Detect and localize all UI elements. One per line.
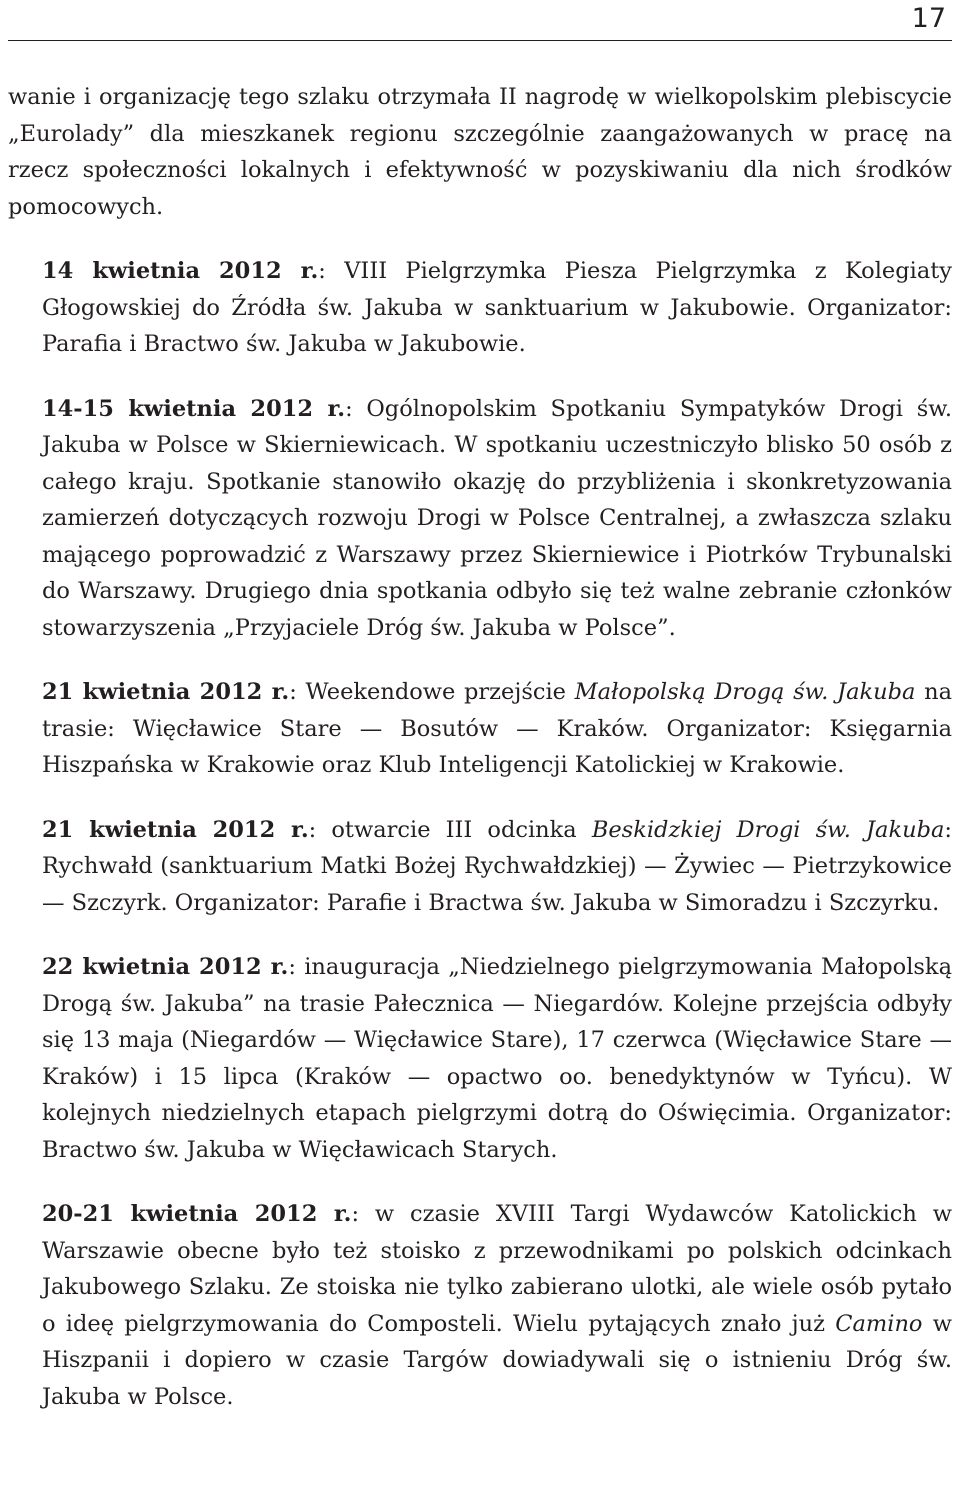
- paragraph-text: wanie i organizację tego szlaku otrzymała II nagrodę w wielkopolskim plebiscycie „Eurolady” dla mieszkanek regionu szczególnie zaangażowanych w pracę na rzecz społeczności lokalnych i efektywność w pozyskiwaniu dla nich środków pomocowych.: [8, 84, 952, 220]
- entry-21-april-weekend: [8, 674, 952, 784]
- entry-italic-title: Beskidzkiej Drogi św. Jakuba: [591, 816, 945, 843]
- entry-date: 21 kwietnia 2012 r.: [42, 679, 290, 705]
- entry-14-15-april: [8, 391, 952, 647]
- entry-italic-title: Camino: [835, 1310, 923, 1337]
- entry-22-april: [8, 949, 952, 1168]
- paragraph-continuation: [8, 79, 952, 225]
- entry-text: : VIII Pielgrzymka Piesza Pielgrzymka z Kolegiaty Głogowskiej do Źródła św. Jakuba w sanktuarium w Jakubowie. Organizator: Parafia i Bractwo św. Jakuba w Jakubowie.: [42, 258, 952, 357]
- entry-text: : inauguracja „Niedzielnego pielgrzymowania Małopolską Drogą św. Jakuba” na trasie Pałecznica — Niegardów. Kolejne przejścia odbyły się 13 maja (Niegardów — Więcławice Stare), 17 czerwca (Więcławice Stare — Kraków) i 15 lipca (Kraków — opactwo oo. benedyktynów w Tyńcu). W kolejnych niedzielnych etapach pielgrzymi dotrą do Oświęcimia. Organizator: Bractwo św. Jakuba w Więcławicach Starych.: [42, 954, 952, 1163]
- page-header: [8, 0, 952, 41]
- entry-text: : otwarcie III odcinka: [308, 816, 592, 843]
- entry-date: 21 kwietnia 2012 r.: [42, 816, 309, 843]
- entry-date: 14-15 kwietnia 2012 r.: [42, 395, 346, 422]
- entry-text-continued: na trasie: Więcławice Stare — Bosutów — Kraków. Organizator: Księgarnia Hiszpańska w Krakowie oraz Klub Inteligencji Katolickiej w Krakowie.: [42, 679, 952, 778]
- entry-text: : Weekendowe przejście: [289, 679, 575, 705]
- page-body: [8, 79, 952, 1443]
- entry-14-april: [8, 253, 952, 363]
- entry-date: 22 kwietnia 2012 r.: [42, 954, 289, 980]
- entry-date: 20-21 kwietnia 2012 r.: [42, 1201, 352, 1227]
- entry-text-continued: : Rychwałd (sanktuarium Matki Bożej Rychwałdzkiej) — Żywiec — Pietrzykowice — Szczyrk. Organizator: Parafie i Bractwa św. Jakuba w Simoradzu i Szczyrku.: [42, 816, 952, 916]
- entry-text: : w czasie XVIII Targi Wydawców Katolickich w Warszawie obecne było też stoisko z przewodnikami po polskich odcinkach Jakubowego Szlaku. Ze stoiska nie tylko zabierano ulotki, ale wiele osób pytało o ideę pielgrzymowania do Composteli. Wielu pytających znało już: [42, 1201, 952, 1337]
- entry-italic-title: Małopolską Drogą św. Jakuba: [574, 679, 916, 705]
- entry-21-april-opening: [8, 812, 952, 922]
- page-number: 17: [911, 3, 946, 34]
- entry-text: : Ogólnopolskim Spotkaniu Sympatyków Drogi św. Jakuba w Polsce w Skierniewicach. W spotkaniu uczestniczyło blisko 50 osób z całego kraju. Spotkanie stanowiło okazję do przybliżenia i skonkretyzowania zamierzeń dotyczących rozwoju Drogi w Polsce Centralnej, a zwłaszcza szlaku mającego poprowadzić z Warszawy przez Skierniewice i Piotrków Trybunalski do Warszawy. Drugiego dnia spotkania odbyło się też walne zebranie członków stowarzyszenia „Przyjaciele Dróg św. Jakuba w Polsce”.: [42, 395, 952, 641]
- entry-date: 14 kwietnia 2012 r.: [42, 258, 319, 284]
- entry-20-21-april: [8, 1196, 952, 1415]
- entry-text-continued: w Hiszpanii i dopiero w czasie Targów dowiadywali się o istnieniu Dróg św. Jakuba w Polsce.: [42, 1310, 953, 1410]
